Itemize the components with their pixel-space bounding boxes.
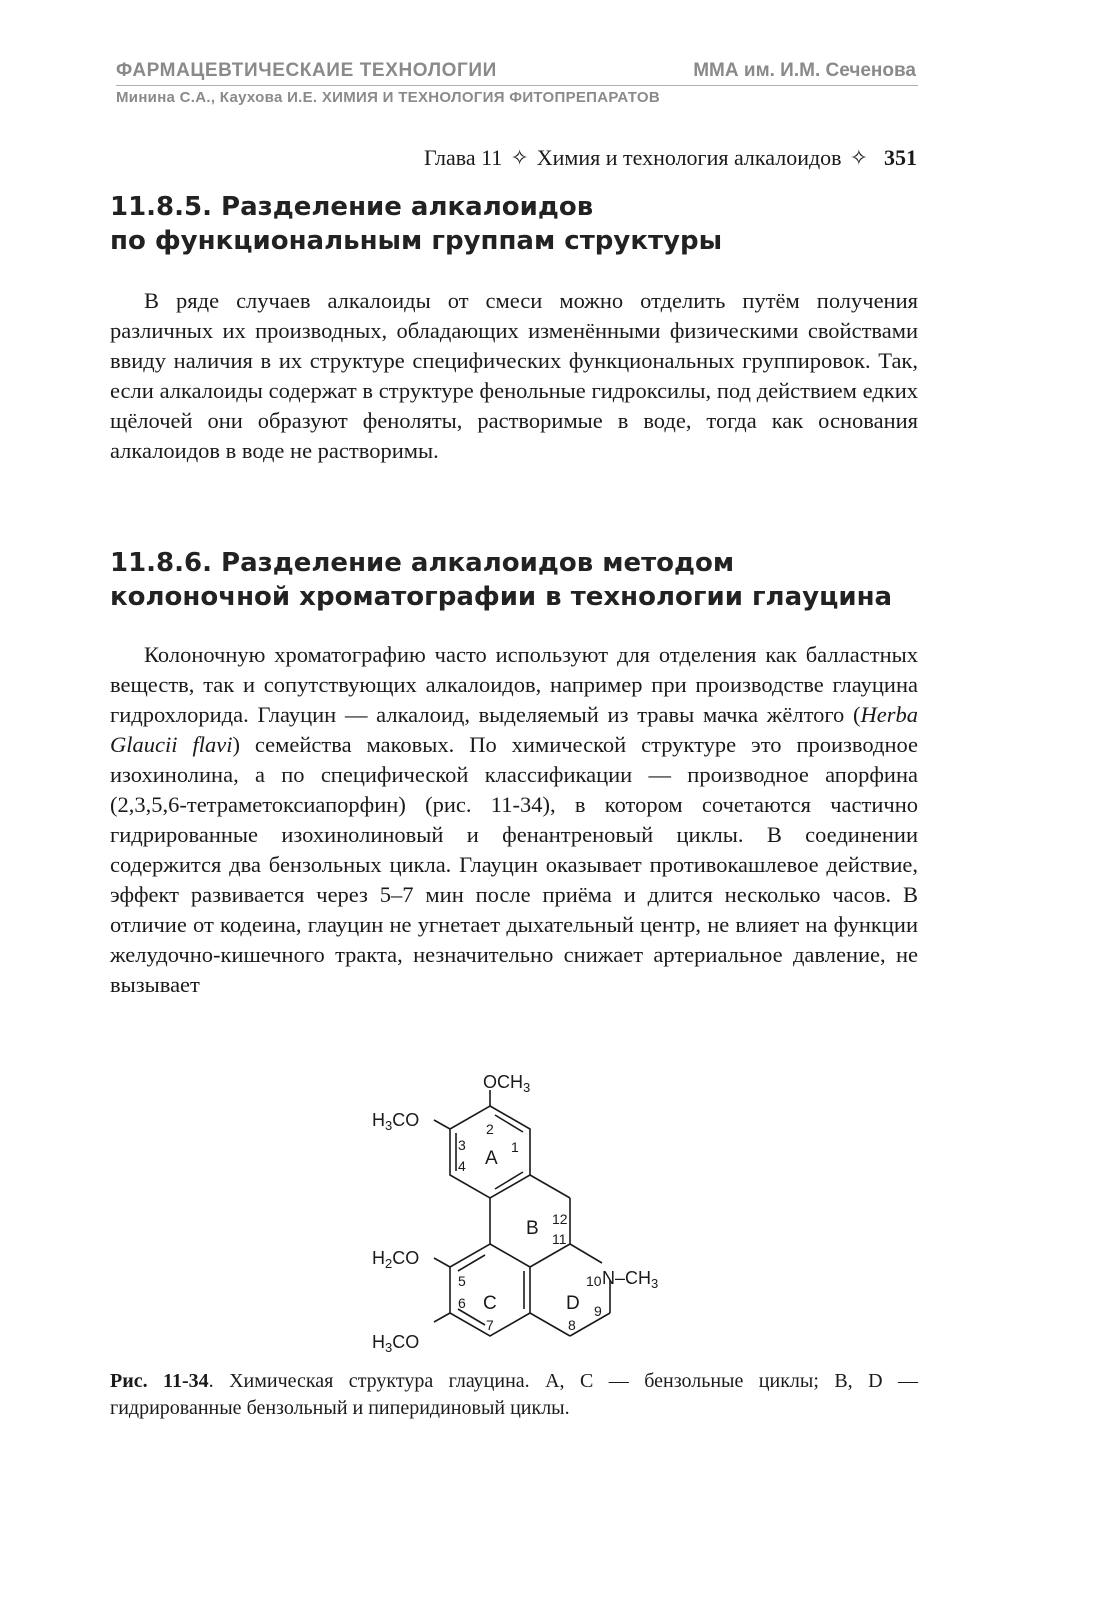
- section-heading-11-8-6: [110, 546, 920, 614]
- caption-label: Рис. 11-34: [110, 1370, 209, 1392]
- atom-number-11: 11: [552, 1231, 567, 1247]
- section-heading-11-8-5: [110, 190, 920, 258]
- running-head: [424, 145, 917, 171]
- institution: ММА им. И.М. Сеченова: [693, 60, 916, 81]
- double-bond: [458, 1309, 485, 1325]
- bond: [434, 1313, 450, 1322]
- ring-label-c: C: [483, 1293, 497, 1314]
- h2co-group-ring-c: $H_2CO$: [372, 1248, 420, 1271]
- h3co-group-ring-c: $H_3CO$: [372, 1332, 420, 1355]
- page-number: 351: [884, 145, 917, 170]
- diamond-icon: ✧: [510, 145, 529, 170]
- glaucine-structure-diagram: [340, 1058, 720, 1358]
- heading-line: колоночной хроматографии в технологии глауцина: [110, 582, 893, 612]
- ring-label-a: A: [485, 1148, 498, 1169]
- atom-number-8: 8: [568, 1317, 576, 1333]
- chapter-title: Химия и технология алкалоидов: [536, 145, 842, 170]
- bond: [570, 1244, 602, 1263]
- atom-number-4: 4: [458, 1158, 466, 1174]
- och3-group-top: $OCH_3$: [483, 1072, 531, 1095]
- h3co-group-ring-a: $H_3CO$: [372, 1110, 420, 1133]
- heading-line: по функциональным группам структуры: [110, 226, 723, 256]
- bond: [434, 1258, 450, 1267]
- atom-number-3: 3: [458, 1137, 466, 1153]
- heading-line: 11.8.6. Разделение алкалоидов методом: [110, 548, 735, 578]
- series-title: ФАРМАЦЕВТИЧЕСКАИЕ ТЕХНОЛОГИИ: [116, 60, 497, 81]
- figure-caption: [110, 1368, 918, 1422]
- atom-number-1: 1: [511, 1139, 519, 1155]
- paragraph-section-11-8-5: [110, 286, 918, 466]
- bond: [530, 1175, 570, 1198]
- chapter-label: Глава 11: [423, 145, 503, 170]
- page-header: [116, 60, 916, 84]
- atom-number-10: 10: [586, 1273, 602, 1289]
- bond: [530, 1313, 570, 1336]
- n-methyl-group: $N-CH_3$: [602, 1268, 659, 1291]
- header-rule: [116, 85, 918, 86]
- paragraph-text: ) семейства маковых. По химической структуре это производное изохинолина, а по специфической классификации — производное апорфина (2,3,5,6-тетраметоксиапорфин) (рис. 11-34), в котором сочетаются частично гидрированные изохинолиновый и фенантреновый циклы. В соединении содержится два бензольных цикла. Глауцин оказывает противокашлевое действие, эффект развивается через 5–7 мин после приёма и длится несколько часов. В отличие от кодеина, глауцин не угнетает дыхательный центр, не влияет на функции желудочно-кишечного тракта, незначительно снижает артериальное давление, не вызывает: [110, 732, 918, 997]
- ring-label-d: D: [566, 1293, 580, 1314]
- double-bond: [458, 1255, 485, 1271]
- heading-line: 11.8.5. Разделение алкалоидов: [110, 192, 594, 222]
- latin-name: Herba Glaucii flavi: [110, 702, 918, 757]
- group-labels: [372, 1072, 658, 1355]
- atom-number-5: 5: [458, 1273, 466, 1289]
- atom-number-2: 2: [486, 1121, 494, 1137]
- ring-label-b: B: [526, 1218, 539, 1239]
- paragraph-section-11-8-6: [110, 640, 918, 1000]
- bond: [434, 1120, 450, 1129]
- caption-text: . Химическая структура глауцина. А, С — бензольные циклы; В, D — гидрированные бензольный и пиперидиновый циклы.: [110, 1370, 918, 1419]
- atom-number-6: 6: [458, 1295, 466, 1311]
- book-authors-title: Минина С.А., Каухова И.Е. ХИМИЯ И ТЕХНОЛОГИЯ ФИТОПРЕПАРАТОВ: [116, 89, 660, 106]
- paragraph-text: Колоночную хроматографию часто используют для отделения как балластных веществ, так и сопутствующих алкалоидов, например при производстве глауцина гидрохлорида. Глауцин — алкалоид, выделяемый из травы мачка жёлтого (: [110, 642, 918, 727]
- bond: [570, 1313, 610, 1336]
- paragraph-text: В ряде случаев алкалоиды от смеси можно отделить путём получения различных их производных, обладающих изменёнными физическими свойствами ввиду наличия в их структуре специфических функциональных группировок. Так, если алкалоиды содержат в структуре фенольные гидроксилы, под действием едких щёлочей они образуют феноляты, растворимые в воде, тогда как основания алкалоидов в воде не растворимы.: [110, 288, 918, 463]
- diamond-icon: ✧: [849, 145, 868, 170]
- atom-number-7: 7: [486, 1317, 494, 1333]
- bond: [530, 1244, 570, 1267]
- atom-number-12: 12: [552, 1211, 568, 1227]
- atom-number-9: 9: [594, 1303, 602, 1319]
